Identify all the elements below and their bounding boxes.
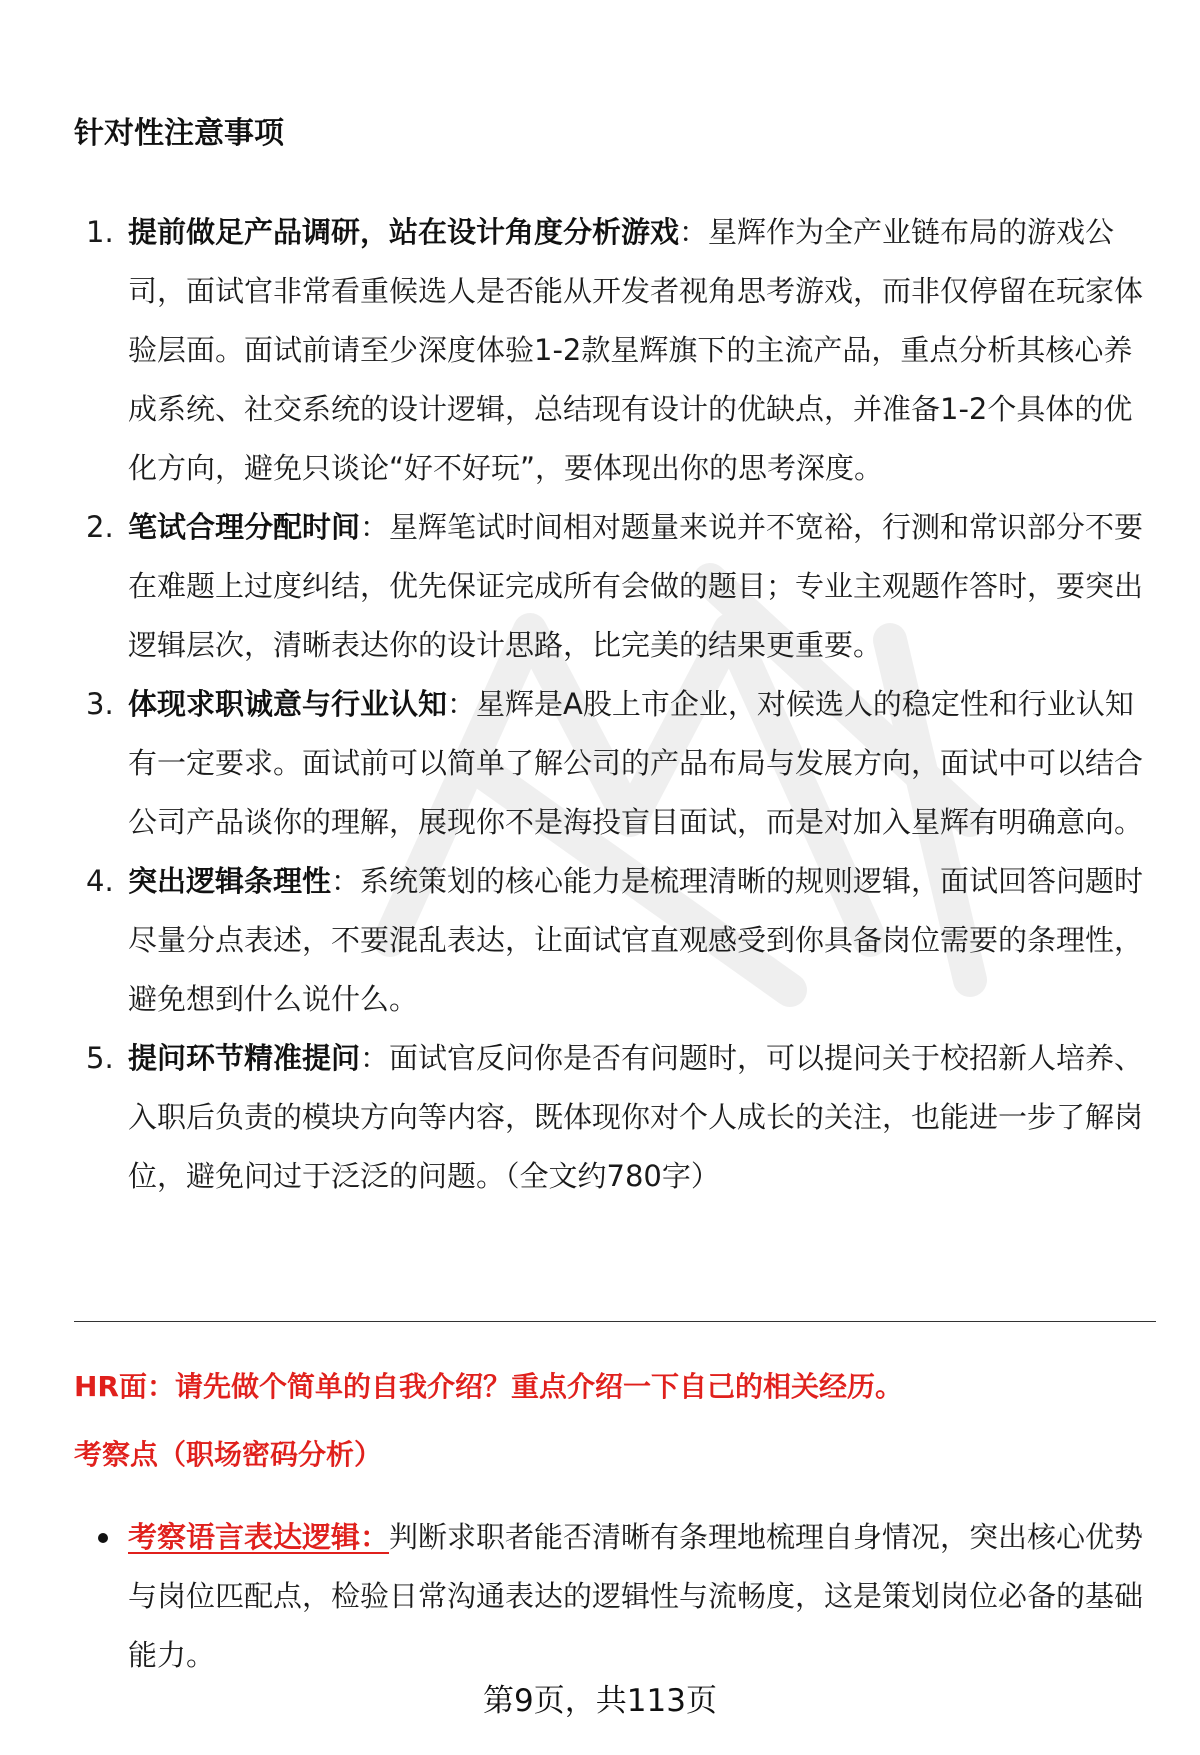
note-item-5 (74, 1029, 1146, 1206)
section-divider (74, 1321, 1156, 1322)
hr-question: HR面：请先做个简单的自我介绍？重点介绍一下自己的相关经历。 (74, 1370, 903, 1403)
note-text: ：星辉是A股上市企业，对候选人的稳定性和行业认知有一定要求。面试前可以简单了解公司的产品布局与发展方向，面试中可以结合公司产品谈你的理解，展现你不是海投盲目面试，而是对加入星辉有明确意向。 (128, 687, 1144, 839)
note-number: 5. (86, 1041, 114, 1075)
page-number-footer: 第9页，共113页 (483, 1683, 717, 1719)
exam-point-item (74, 1508, 1146, 1685)
note-number: 2. (86, 510, 114, 544)
exam-point-title: 考察语言表达逻辑： (128, 1520, 390, 1554)
note-title: 提问环节精准提问 (128, 1041, 361, 1075)
note-text: ：星辉笔试时间相对题量来说并不宽裕，行测和常识部分不要在难题上过度纠结，优先保证完成所有会做的题目；专业主观题作答时，要突出逻辑层次，清晰表达你的设计思路，比完美的结果更重要。 (128, 510, 1144, 662)
exam-points-heading: 考察点（职场密码分析） (74, 1438, 383, 1471)
note-item-1 (74, 203, 1146, 498)
exam-point-text: 判断求职者能否清晰有条理地梳理自身情况，突出核心优势与岗位匹配点，检验日常沟通表达的逻辑性与流畅度，这是策划岗位必备的基础能力。 (128, 1520, 1144, 1672)
note-item-3 (74, 675, 1146, 852)
note-number: 4. (86, 864, 114, 898)
note-item-4 (74, 852, 1146, 1029)
note-title: 笔试合理分配时间 (128, 510, 361, 544)
note-text: ：面试官反问你是否有问题时，可以提问关于校招新人培养、入职后负责的模块方向等内容，既体现你对个人成长的关注，也能进一步了解岗位，避免问过于泛泛的问题。（全文约780字） (128, 1041, 1144, 1193)
note-item-2 (74, 498, 1146, 675)
note-title: 体现求职诚意与行业认知 (128, 687, 448, 721)
note-number: 3. (86, 687, 114, 721)
note-number: 1. (86, 215, 114, 249)
bullet-icon (98, 1533, 108, 1543)
note-title: 提前做足产品调研，站在设计角度分析游戏 (128, 215, 680, 249)
note-text: ：系统策划的核心能力是梳理清晰的规则逻辑，面试回答问题时尽量分点表述，不要混乱表达，让面试官直观感受到你具备岗位需要的条理性，避免想到什么说什么。 (128, 864, 1144, 1016)
section-title: 针对性注意事项 (74, 116, 284, 151)
notes-list (74, 203, 1146, 1206)
note-title: 突出逻辑条理性 (128, 864, 332, 898)
note-text: ：星辉作为全产业链布局的游戏公司，面试官非常看重候选人是否能从开发者视角思考游戏，而非仅停留在玩家体验层面。面试前请至少深度体验1-2款星辉旗下的主流产品，重点分析其核心养成系统、社交系统的设计逻辑，总结现有设计的优缺点，并准备1-2个具体的优化方向，避免只谈论“好不好玩”，要体现出你的思考深度。 (128, 215, 1144, 485)
exam-points-list (74, 1508, 1146, 1685)
